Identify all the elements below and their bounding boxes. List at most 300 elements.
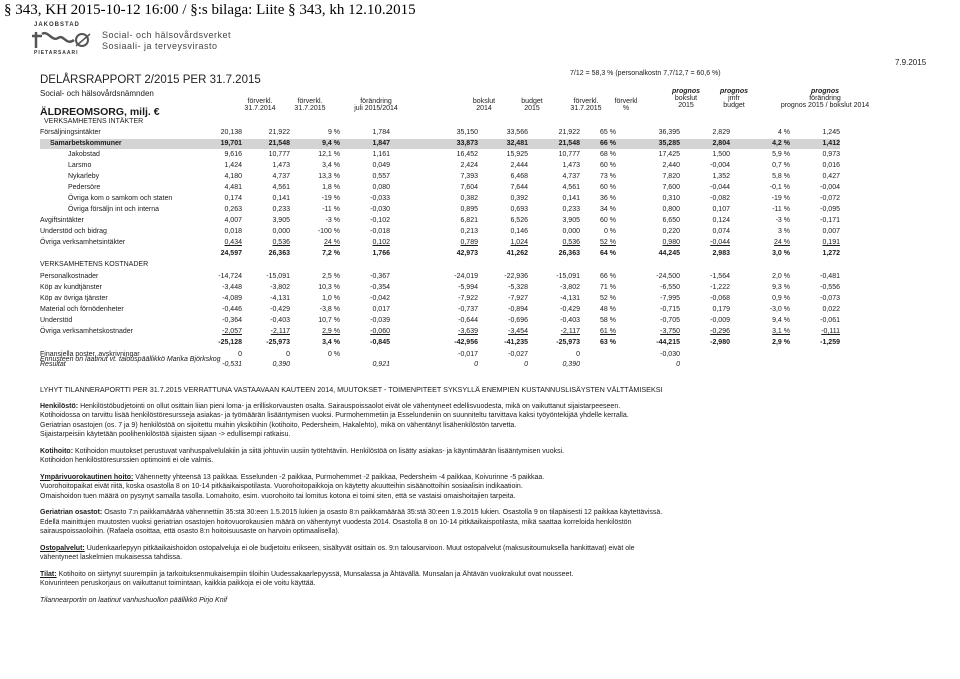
notes-title: LYHYT TILANNERAPORTTI PER 31.7.2015 VERRATTUNA VASTAAVAAN KAUTEEN 2014, MUUTOKSET - TOIMENPITEET SYKSYLLÄ ENEMPIEN KUSTANNUSLISÄYSTEN VÄLTTÄMISEKSI [40, 385, 663, 394]
table-row [40, 294, 840, 304]
table-cell: 64 % [600, 250, 616, 257]
period-ratio-note: 7/12 = 58,3 % (personalkostn 7,7/12,7 = 60,6 %) [570, 70, 721, 77]
notes-homecare-2: Kotihoidon henkilöstöresurssien optimointi ei ole valmis. [40, 457, 214, 464]
table-cell: -0,171 [820, 217, 840, 224]
table-cell: -3,454 [508, 328, 528, 335]
row-label: Resultat [40, 361, 66, 368]
col-header-c3: förändring juli 2015/2014 [354, 98, 398, 112]
table-row [40, 338, 840, 348]
notes-purchased-services: Ostopalvelut: Uudenkaarlepyyn pitkäaikaishoidon ostopalveluja ei ole budjetoitu erikseen, sisältyvät osittain os. 9:n talousarvioon. Muut ostopalvelut (maksusitoumuksella hankittavat) eivät ole [40, 544, 635, 552]
table-cell: 2,9 % [772, 339, 790, 346]
col-header-c7: förverkl. 31.7.2015 [570, 98, 602, 112]
table-cell: -19 % [321, 195, 340, 202]
table-cell: -0,004 [710, 162, 730, 169]
table-cell: 4 % [777, 129, 790, 136]
table-cell: -4,089 [222, 295, 242, 302]
table-cell: 0,049 [372, 162, 390, 169]
table-cell: -25,973 [556, 339, 580, 346]
table-cell: -0,068 [710, 295, 730, 302]
table-cell: 0,022 [822, 306, 840, 313]
page-header: § 343, KH 2015-10-12 16:00 / §:s bilaga: Liite § 343, kh 12.10.2015 [4, 2, 416, 18]
table-cell: -1,222 [710, 284, 730, 291]
row-label: Övriga verksamhetsintäkter [40, 239, 126, 246]
table-cell: 36 % [600, 195, 616, 202]
table-cell: -7,922 [458, 295, 478, 302]
table-cell: 10,777 [268, 151, 290, 158]
table-cell: 1,500 [712, 151, 730, 158]
table-cell: 0,693 [510, 206, 528, 213]
table-cell: 0,390 [562, 361, 580, 368]
row-label: Jakobstad [68, 151, 100, 158]
row-label: Samarbetskommuner [50, 140, 122, 147]
table-cell: -3,0 % [769, 306, 790, 313]
table-cell: 0 [576, 351, 580, 358]
notes-24h-care-3: Omaishoidon tuen määrä on pysynyt samalla tasolla. Lomahoito, esim. vuorohoito tai lomitus kotona ei toimi siten, että se vastaisi omaishoitajien tarpeita. [40, 492, 516, 500]
table-cell: 0,191 [822, 239, 840, 246]
row-label: Understöd och bidrag [40, 228, 107, 235]
table-row [40, 128, 840, 138]
table-cell: 0,124 [712, 217, 730, 224]
table-row [40, 117, 840, 127]
table-cell: 68 % [600, 151, 616, 158]
row-label: VERKSAMHETENS INTÄKTER [44, 118, 144, 125]
table-cell: -0,403 [560, 317, 580, 324]
table-cell: 0 [286, 351, 290, 358]
table-row [40, 283, 840, 293]
table-cell: 4,180 [224, 173, 242, 180]
table-cell: -1,564 [710, 273, 730, 280]
table-cell: -0,429 [270, 306, 290, 313]
table-cell: -0,446 [222, 306, 242, 313]
table-cell: 0 [676, 361, 680, 368]
table-row [40, 272, 840, 282]
table-cell: 65 % [600, 129, 616, 136]
notes-24h-care: Ympärivuorokautinen hoito: Vähennetty yhteensä 13 paikkaa. Esselunden -2 paikkaa, Purmohemmet -2 paikkaa, Pedersheim -4 paikkaa, Koivurinne -5 paikkaa. [40, 473, 545, 481]
table-cell: 1,0 % [322, 295, 340, 302]
table-cell: 17,425 [658, 151, 680, 158]
table-cell: 6,526 [510, 217, 528, 224]
table-cell: 0,800 [662, 206, 680, 213]
table-cell: -2,117 [270, 328, 290, 335]
table-row [40, 305, 840, 315]
table-cell: -0,354 [370, 284, 390, 291]
table-cell: 33,873 [456, 140, 478, 147]
table-cell: 0,074 [712, 228, 730, 235]
table-cell: 1,245 [822, 129, 840, 136]
table-cell: -0,039 [370, 317, 390, 324]
table-cell: 2,444 [510, 162, 528, 169]
table-cell: 0 [524, 361, 528, 368]
table-cell: 16,452 [456, 151, 478, 158]
table-cell: 2,5 % [322, 273, 340, 280]
table-cell: 66 % [600, 273, 616, 280]
table-cell: -0,556 [820, 284, 840, 291]
table-cell: 35,285 [658, 140, 680, 147]
table-cell: 0,107 [712, 206, 730, 213]
row-label: Larsmo [68, 162, 92, 169]
table-cell: 15,925 [506, 151, 528, 158]
notes-staff-3: Geriatrian osastojen (os. 7 ja 9) henkilöstöä on sijoitettu muihin yksiköihin (kotihoito, Pedersheim, Hakalehto), mikä on vähentänyt lisähenkilöstön tarvetta. [40, 421, 517, 429]
table-cell: -15,091 [266, 273, 290, 280]
report-date: 7.9.2015 [895, 58, 927, 67]
table-cell: 24 % [324, 239, 340, 246]
table-cell: 0 % [327, 351, 340, 358]
table-cell: -0,072 [820, 195, 840, 202]
section-title: ÄLDREOMSORG, milj. € [40, 106, 160, 118]
table-row [40, 139, 840, 149]
table-cell: 0,980 [662, 239, 680, 246]
table-cell: -14,724 [218, 273, 242, 280]
notes-staff: Henkilöstö: Henkilöstöbudjetointi on ollut osittain liian pieni loma- ja erilliskorvausten osalta. Sairauspoissaolot eivät ole vähentyneet edellisvuodesta, mikä on vaikuttanut sijaistarpeeseen. [40, 402, 621, 410]
table-cell: -4,131 [270, 295, 290, 302]
table-cell: 71 % [600, 284, 616, 291]
table-cell: 60 % [600, 162, 616, 169]
table-cell: -0,894 [508, 306, 528, 313]
table-cell: -0,296 [710, 328, 730, 335]
notes-homecare: Kotihoito: Kotihoidon muutokset perustuvat vanhuspalvelulakiin ja siitä johtuviin uusiin työtehtäviin. Henkilöstöä on lisätty asiakas- ja käyntimäärän lisääntymisen vuoksi. [40, 447, 565, 455]
table-cell: 0,007 [822, 228, 840, 235]
status-report-notes [40, 385, 945, 605]
table-cell: 7,600 [662, 184, 680, 191]
table-cell: -0,531 [222, 361, 242, 368]
table-cell: 1,161 [372, 151, 390, 158]
table-cell: 0,141 [562, 195, 580, 202]
table-row [40, 194, 840, 204]
organization-logo [30, 22, 280, 56]
table-cell: -7,927 [508, 295, 528, 302]
table-cell: 4,481 [224, 184, 242, 191]
row-label: Finansiella poster, avskrivningar [40, 351, 140, 358]
table-cell: -0,481 [820, 273, 840, 280]
table-cell: 10,777 [558, 151, 580, 158]
table-cell: -0,364 [222, 317, 242, 324]
table-cell: -3,802 [270, 284, 290, 291]
table-cell: 35,150 [456, 129, 478, 136]
table-cell: 7,820 [662, 173, 680, 180]
table-cell: 20,138 [220, 129, 242, 136]
table-cell: -0,644 [458, 317, 478, 324]
table-cell: -3,802 [560, 284, 580, 291]
table-cell: -2,057 [222, 328, 242, 335]
table-cell: -3,750 [660, 328, 680, 335]
row-label: Personalkostnader [40, 273, 99, 280]
table-cell: -2,980 [710, 339, 730, 346]
table-cell: 0,536 [562, 239, 580, 246]
table-cell: 10,7 % [318, 317, 340, 324]
table-cell: 32,481 [506, 140, 528, 147]
col-header-c8: förverkl % [614, 98, 638, 112]
table-cell: 0,141 [272, 195, 290, 202]
table-cell: -3 % [775, 217, 790, 224]
table-cell: -0,018 [370, 228, 390, 235]
table-cell: -0,367 [370, 273, 390, 280]
table-cell: 0,102 [372, 239, 390, 246]
table-cell: 3,905 [272, 217, 290, 224]
table-cell: -0,042 [370, 295, 390, 302]
table-cell: 19,701 [220, 140, 242, 147]
table-cell: 24 % [774, 239, 790, 246]
table-cell: -5,994 [458, 284, 478, 291]
report-title: DELÅRSRAPPORT 2/2015 PER 31.7.2015 [40, 74, 261, 86]
table-row [40, 150, 840, 160]
table-cell: 4,2 % [772, 140, 790, 147]
table-cell: 5,8 % [772, 173, 790, 180]
table-cell: -2,117 [560, 328, 580, 335]
table-cell: -0,061 [820, 317, 840, 324]
table-cell: -3 % [325, 217, 340, 224]
table-cell: 6,468 [510, 173, 528, 180]
table-cell: 7,644 [510, 184, 528, 191]
logo-org-name-fi: Sosiaali- ja terveysvirasto [102, 41, 218, 51]
table-cell: 44,245 [658, 250, 680, 257]
table-cell: -24,500 [656, 273, 680, 280]
table-cell: -0,429 [560, 306, 580, 313]
col-header-c6: budget 2015 [521, 98, 543, 112]
table-row [40, 227, 840, 237]
table-cell: 0,310 [662, 195, 680, 202]
table-cell: 21,922 [558, 129, 580, 136]
table-cell: 3 % [777, 228, 790, 235]
table-cell: 10,3 % [318, 284, 340, 291]
table-cell: 7,2 % [322, 250, 340, 257]
logo-city-top: JAKOBSTAD [34, 22, 80, 28]
table-cell: -0,845 [370, 339, 390, 346]
table-cell: 0,973 [822, 151, 840, 158]
table-cell: -41,235 [504, 339, 528, 346]
table-cell: -42,956 [454, 339, 478, 346]
table-cell: -3,8 % [319, 306, 340, 313]
row-label: Understöd [40, 317, 73, 324]
table-cell: 6,650 [662, 217, 680, 224]
table-cell: 34 % [600, 206, 616, 213]
table-cell: -1,259 [820, 339, 840, 346]
table-cell: -100 % [317, 228, 340, 235]
table-cell: 1,784 [372, 129, 390, 136]
table-cell: 21,922 [268, 129, 290, 136]
table-cell: 1,024 [510, 239, 528, 246]
table-row [40, 260, 840, 270]
table-cell: 9,3 % [772, 284, 790, 291]
table-cell: 1,847 [372, 140, 390, 147]
table-cell: 0,016 [822, 162, 840, 169]
table-cell: 0,174 [224, 195, 242, 202]
table-cell: 2,9 % [322, 328, 340, 335]
table-cell: 0,146 [510, 228, 528, 235]
notes-signature: Tilannearportin on laatinut vanhushuollon päällikkö Pirjo Knif [40, 596, 228, 604]
table-cell: 2,440 [662, 162, 680, 169]
row-label: Övriga kom o samkom och staten [68, 195, 173, 202]
table-cell: 0,895 [460, 206, 478, 213]
table-cell: 2,983 [712, 250, 730, 257]
table-cell: -0,044 [710, 184, 730, 191]
table-cell: 0,789 [460, 239, 478, 246]
row-label: Material och förnödenheter [40, 306, 124, 313]
table-cell: 7,393 [460, 173, 478, 180]
table-cell: -6,550 [660, 284, 680, 291]
table-cell: 42,973 [456, 250, 478, 257]
table-cell: 0,233 [272, 206, 290, 213]
row-label: Avgiftsintäkter [40, 217, 84, 224]
table-cell: -0,705 [660, 317, 680, 324]
table-cell: -19 % [771, 195, 790, 202]
table-cell: -0,033 [370, 195, 390, 202]
table-cell: 3,4 % [322, 162, 340, 169]
notes-facilities-2: Koivurinteen peruskorjaus on vaikuttanut toimintaan, kaikkia paikkoja ei ole voitu käyttää. [40, 580, 316, 587]
table-cell: -0,696 [508, 317, 528, 324]
table-row [40, 238, 840, 248]
table-cell: 24,597 [220, 250, 242, 257]
table-cell: 0,000 [272, 228, 290, 235]
table-cell: -0,027 [508, 351, 528, 358]
table-cell: 2,424 [460, 162, 478, 169]
table-cell: 1,8 % [322, 184, 340, 191]
table-cell: 0,080 [372, 184, 390, 191]
table-cell: 1,766 [372, 250, 390, 257]
table-cell: 0,434 [224, 239, 242, 246]
row-label: Nykarleby [68, 173, 100, 180]
table-cell: 48 % [600, 306, 616, 313]
table-cell: 0,557 [372, 173, 390, 180]
row-label: Köp av övriga tjänster [40, 295, 108, 302]
table-row [40, 316, 840, 326]
table-cell: 0 [238, 351, 242, 358]
table-cell: 2,0 % [772, 273, 790, 280]
table-cell: 0,179 [712, 306, 730, 313]
table-cell: -0,111 [821, 328, 840, 335]
table-cell: -25,128 [218, 339, 242, 346]
col-header-c9: prognos bokslut 2015 [672, 88, 700, 109]
table-cell: 9,616 [224, 151, 242, 158]
table-cell: -7,995 [660, 295, 680, 302]
table-cell: 61 % [600, 328, 616, 335]
table-cell: 3,4 % [322, 339, 340, 346]
col-header-c10: prognos jmfr budget [720, 88, 748, 109]
table-cell: 6,821 [460, 217, 478, 224]
table-cell: 0,9 % [772, 295, 790, 302]
table-cell: -0,009 [710, 317, 730, 324]
report-subtitle: Social- och hälsovårdsnämnden [40, 89, 154, 98]
table-cell: -3,639 [458, 328, 478, 335]
table-cell: -11 % [322, 206, 340, 213]
table-cell: 4,561 [272, 184, 290, 191]
table-cell: 21,548 [268, 140, 290, 147]
table-cell: 9 % [327, 129, 340, 136]
table-cell: 0,018 [224, 228, 242, 235]
table-cell: -0,403 [270, 317, 290, 324]
row-label: Övriga försäljn int och interna [68, 206, 160, 213]
table-cell: 73 % [600, 173, 616, 180]
table-cell: 3,905 [562, 217, 580, 224]
table-cell: 0,392 [510, 195, 528, 202]
table-cell: 4,561 [562, 184, 580, 191]
row-label: Pedersöre [68, 184, 101, 191]
table-cell: -5,328 [508, 284, 528, 291]
table-cell: -0,095 [820, 206, 840, 213]
table-cell: -0,1 % [769, 184, 790, 191]
table-cell: -15,091 [556, 273, 580, 280]
table-cell: 1,272 [822, 250, 840, 257]
table-cell: 1,352 [712, 173, 730, 180]
table-row [40, 249, 840, 259]
row-label: Övriga verksamhetskostnader [40, 328, 133, 335]
table-cell: 5,9 % [772, 151, 790, 158]
table-cell: -0,030 [370, 206, 390, 213]
table-cell: 2,804 [712, 140, 730, 147]
col-header-c11: prognos förändring prognos 2015 / bokslut 2014 [780, 88, 870, 109]
table-cell: 0,921 [372, 361, 390, 368]
table-cell: 4,007 [224, 217, 242, 224]
table-cell: -3,448 [222, 284, 242, 291]
table-row [40, 161, 840, 171]
col-header-c1: förverkl. 31.7.2014 [244, 98, 276, 112]
col-header-c2: förverkl. 31.7.2015 [294, 98, 326, 112]
table-cell: -44,215 [656, 339, 680, 346]
table-cell: 26,363 [558, 250, 580, 257]
table-cell: 7,604 [460, 184, 478, 191]
table-cell: 0,213 [460, 228, 478, 235]
table-cell: 0 % [603, 228, 616, 235]
table-cell: 4,737 [272, 173, 290, 180]
table-cell: 0,427 [822, 173, 840, 180]
table-cell: 3,0 % [772, 250, 790, 257]
table-cell: 33,566 [506, 129, 528, 136]
table-row [40, 216, 840, 226]
table-cell: 1,424 [224, 162, 242, 169]
col-header-c5: bokslut 2014 [472, 98, 496, 112]
table-cell: -0,073 [820, 295, 840, 302]
table-cell: 60 % [600, 217, 616, 224]
table-cell: 12,1 % [318, 151, 340, 158]
row-label: VERKSAMHETENS KOSTNADER [40, 261, 149, 268]
table-cell: 52 % [600, 239, 616, 246]
table-cell: 1,412 [822, 140, 840, 147]
table-cell: 52 % [600, 295, 616, 302]
notes-staff-4: Sijaistarpeisiin käytetään poolihenkilöstöä sijaisten sijaan -> edullisempi ratkaisu. [40, 431, 291, 438]
table-cell: 36,395 [658, 129, 680, 136]
table-cell: 41,262 [506, 250, 528, 257]
table-cell: -11 % [772, 206, 790, 213]
table-cell: 26,363 [268, 250, 290, 257]
table-cell: 0,233 [562, 206, 580, 213]
table-cell: 0,220 [662, 228, 680, 235]
table-cell: -4,131 [560, 295, 580, 302]
table-cell: 1,473 [272, 162, 290, 169]
table-cell: 0,017 [372, 306, 390, 313]
table-cell: 1,473 [562, 162, 580, 169]
table-cell: 9,4 % [322, 140, 340, 147]
table-cell: 0,382 [460, 195, 478, 202]
table-cell: 21,548 [558, 140, 580, 147]
notes-geriatric: Geriatrian osastot: Osasto 7:n paikkamäärää vähennettiin 35:stä 30:een 1.5.2015 lukien ja osasto 8:n paikkamäärää 35:stä 30:een 1.9.2015 lukien. Osastolla 9 on tilapäisesti 12 paikkaa käytettävissä. [40, 509, 663, 516]
table-cell: 3,1 % [772, 328, 790, 335]
table-cell: -0,102 [370, 217, 390, 224]
notes-geriatric-3: sairauspoissaoloihin. (Rafaela osoittaa, että osasto 8:n hoitoisuusaste on harvoin optimaalisella). [40, 528, 340, 535]
notes-24h-care-2: Vuorohoitopaikat eivät riitä, koska osastolla 8 on 10-14 pitkäaikaispotilasta. Vuorohoitopaikkoja on käytetty akuutteihin sisäänottoihin sosiaalisin indikaatioin. [40, 483, 523, 490]
table-cell: 66 % [600, 140, 616, 147]
table-cell: -24,019 [454, 273, 478, 280]
table-row [40, 205, 840, 215]
table-cell: 2,829 [712, 129, 730, 136]
table-cell: -0,082 [710, 195, 730, 202]
table-cell: -25,973 [266, 339, 290, 346]
table-cell: 4,737 [562, 173, 580, 180]
table-cell: -0,060 [370, 328, 390, 335]
table-cell: 0,263 [224, 206, 242, 213]
notes-geriatric-2: Edellä mainittujen muutosten vuoksi geriatrian osastojen hoitovuorokausien määrä on vähentynyt vuodesta 2014. Osastolla 8 on 10-14 pitkäaikaispotilasta, mikä saattaa korreloida henkilöstön [40, 518, 632, 526]
table-cell: 63 % [600, 339, 616, 346]
table-cell: -0,004 [820, 184, 840, 191]
notes-staff-2: Kotihoidossa on tarvittu lisää henkilöstöresursseja asiakas- ja työmäärän lisääntymisen vuoksi. Purmohemmetiin ja Esselundeniin on suunniteltu tarvittava kaksi työyöntekijää yhdelle kerralla. [40, 412, 629, 419]
